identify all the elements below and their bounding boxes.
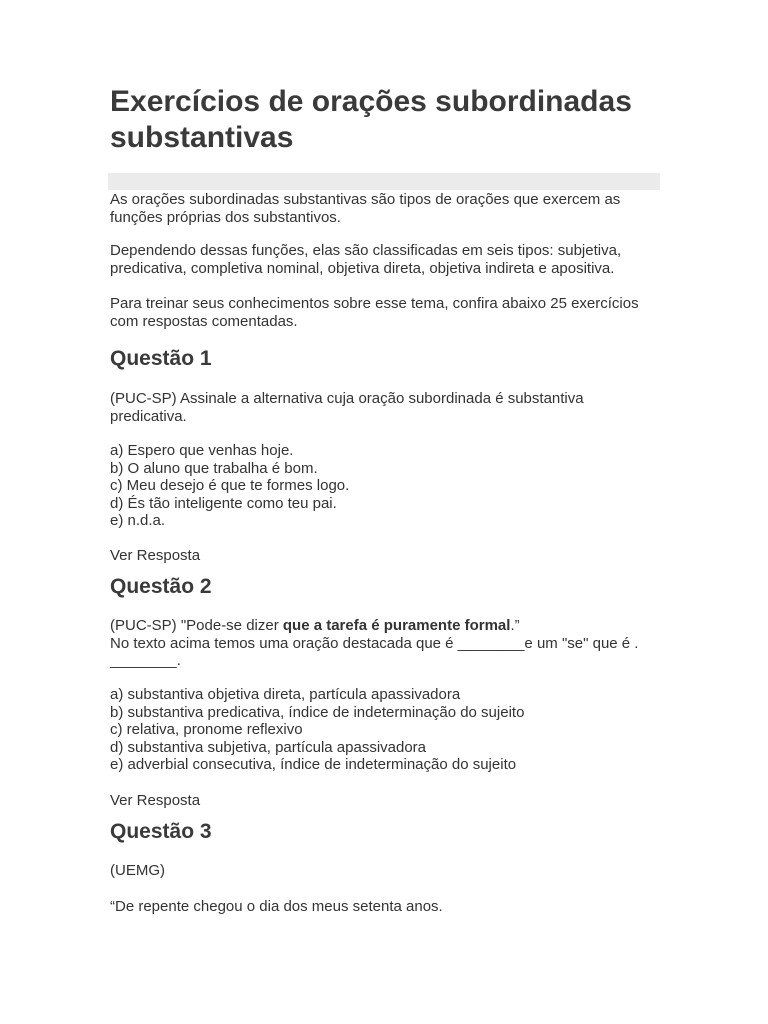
option-d: d) substantiva subjetiva, partícula apassivadora [110,738,427,756]
question-1-options [110,442,660,530]
question-3-source: (UEMG) [110,862,165,879]
prompt-line-3: ________. [110,652,181,669]
option-b: b) O aluno que trabalha é bom. [110,459,318,477]
question-2-heading: Questão 2 [110,575,212,598]
page-title: Exercícios de orações subordinadas substantivas [110,85,632,154]
divider-bar [108,173,660,190]
option-e: e) adverbial consecutiva, índice de indeterminação do sujeito [110,756,517,773]
option-a: a) substantiva objetiva direta, partícula apassivadora [110,686,461,703]
prompt-end: .” [510,617,520,634]
option-b: b) substantiva predicativa, índice de indeterminação do sujeito [110,703,525,721]
prompt-highlight: que a tarefa é puramente formal [282,617,511,634]
intro-paragraph-2: Dependendo dessas funções, elas são classificadas em seis tipos: subjetiva, predicativa, completiva nominal, objetiva direta, objetiva indireta e apositiva. [110,242,622,277]
question-1-answer-link[interactable]: Ver Resposta [110,547,201,564]
intro-paragraph-3: Para treinar seus conhecimentos sobre esse tema, confira abaixo 25 exercícios com respostas comentadas. [110,295,639,330]
question-2-options [110,686,660,774]
question-3-heading: Questão 3 [110,820,212,843]
question-2-answer-link[interactable]: Ver Resposta [110,792,201,809]
option-c: c) relativa, pronome reflexivo [110,721,303,738]
intro-paragraph-1: As orações subordinadas substantivas são tipos de orações que exercem as funções próprias dos substantivos. [110,191,621,226]
option-c: c) Meu desejo é que te formes logo. [110,477,350,494]
question-2-prompt [110,617,660,670]
question-1-heading: Questão 1 [110,347,212,370]
option-e: e) n.d.a. [110,512,166,529]
prompt-start: (PUC-SP) "Pode-se dizer [110,617,283,634]
prompt-line-2: No texto acima temos uma oração destacada que é ________e um "se" que é . [110,634,639,652]
option-d: d) És tão inteligente como teu pai. [110,494,337,512]
question-3-quote: “De repente chegou o dia dos meus setenta anos. [110,898,443,915]
option-a: a) Espero que venhas hoje. [110,442,294,459]
question-1-prompt: (PUC-SP) Assinale a alternativa cuja oração subordinada é substantiva predicativa. [110,390,584,425]
